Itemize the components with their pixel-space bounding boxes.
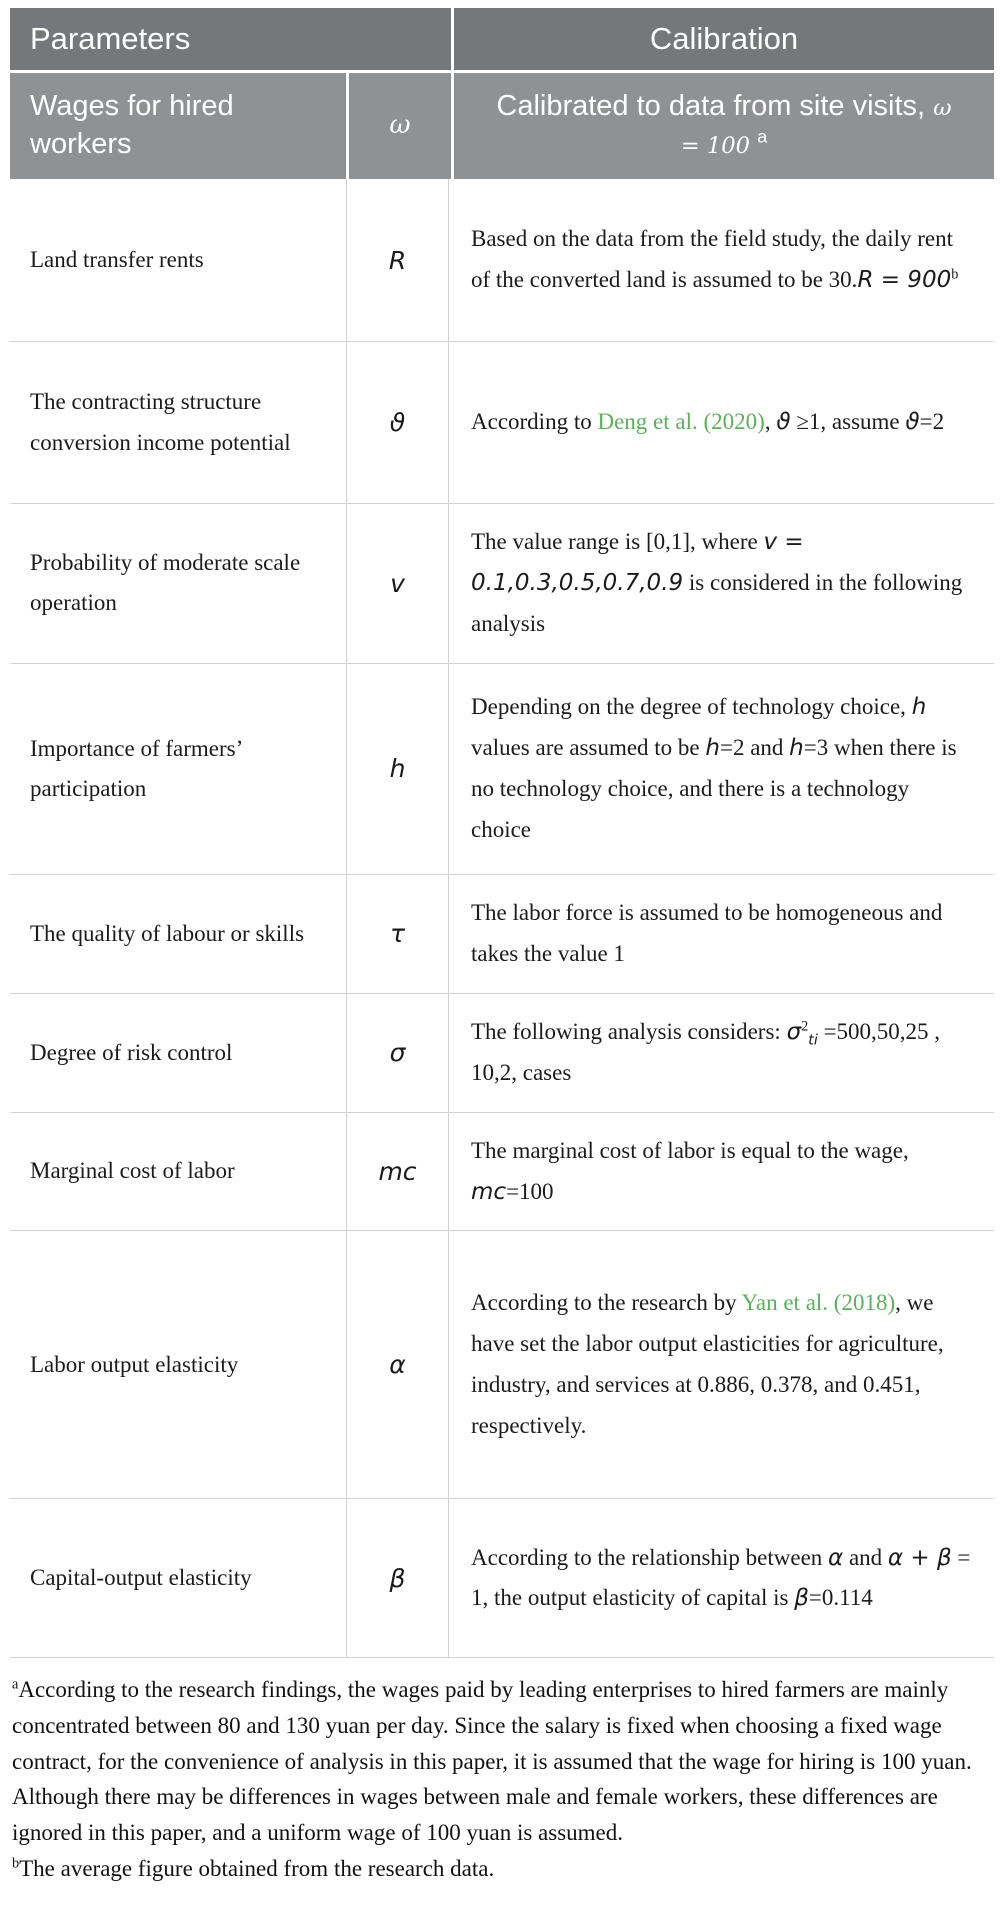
text-segment: ω = 100 <box>680 95 952 159</box>
header-calibration-cell <box>454 8 994 70</box>
parameter-name: Labor output elasticity <box>30 1351 239 1377</box>
text-segment: According to the research findings, the wages paid by leading enterprises to hired farmers are mainly concentrated between 80 and 130 yuan per day. Since the salary is fixed when choosing a fixed wage contract, for the convenience of analysis in this paper, it is assumed that the wage for hiring is 100 yuan. Although there may be differences in wages between male and female workers, these differences are ignored in this paper, and a uniform wage of 100 yuan is assumed. <box>12 1677 972 1845</box>
parameter-symbol: ω <box>389 110 411 141</box>
parameter-symbol: ϑ <box>389 408 406 437</box>
calibration-cell <box>448 342 994 503</box>
subheader-symbol-cell <box>349 73 451 179</box>
parameter-name-cell <box>10 1499 346 1657</box>
text-segment: =100 <box>506 1178 554 1204</box>
subheader-parameter-cell <box>10 73 346 179</box>
text-segment: α + β <box>887 1544 952 1571</box>
parameter-name: Land transfer rents <box>30 246 204 272</box>
text-segment: ϑ <box>905 409 920 436</box>
text-segment: The average figure obtained from the research data. <box>19 1855 495 1881</box>
parameter-name-cell <box>10 875 346 993</box>
calibration-cell <box>448 1113 994 1231</box>
parameter-name: Degree of risk control <box>30 1039 233 1065</box>
text-segment: values are assumed to be <box>471 734 706 760</box>
text-segment: h <box>789 734 804 761</box>
calibration-cell <box>448 664 994 874</box>
calibration-text <box>471 687 972 851</box>
text-segment: , <box>764 409 777 435</box>
text-segment: 2 <box>801 1018 809 1035</box>
footnote-a <box>12 1672 990 1850</box>
text-segment: Calibrated to data from site visits, <box>496 90 934 123</box>
text-segment: is considered in the following analysis <box>471 569 963 636</box>
text-segment: The marginal cost of labor is equal to the wage, <box>471 1137 909 1163</box>
text-segment: The value range is [0,1], where <box>471 529 764 554</box>
parameter-symbol-cell <box>346 504 448 663</box>
parameter-name-cell <box>10 1231 346 1498</box>
calibration-text <box>471 893 972 975</box>
text-segment: h <box>911 693 927 720</box>
citation-link[interactable]: Deng et al. (2020) <box>597 409 765 435</box>
calibration-cell <box>448 875 994 993</box>
text-segment: = 1, the output elasticity of capital is <box>471 1544 971 1611</box>
subheader-calibration-cell <box>454 73 994 179</box>
parameter-name: The contracting structure conversion income potential <box>30 389 291 455</box>
text-segment: According to the relationship between <box>471 1544 829 1570</box>
parameter-symbol-cell <box>346 179 448 341</box>
parameter-name-cell <box>10 664 346 874</box>
calibration-text <box>471 1131 972 1213</box>
text-segment: Based on the data from the field study, the daily rent of the converted land is assumed to be 30. <box>471 226 954 292</box>
citation-link[interactable]: Yan et al. (2018) <box>741 1290 896 1316</box>
parameter-name: Probability of moderate scale operation <box>30 550 301 616</box>
table-row <box>10 1113 994 1232</box>
parameter-symbol-cell <box>346 1499 448 1657</box>
parameter-symbol: v <box>390 568 405 598</box>
text-segment: α <box>828 1544 844 1571</box>
text-segment: According to the research by <box>471 1290 742 1316</box>
text-segment: According to <box>471 409 598 435</box>
parameter-symbol: σ <box>389 1038 406 1068</box>
parameter-name-cell <box>10 994 346 1112</box>
parameter-symbol: α <box>389 1350 406 1380</box>
table-row <box>10 1499 994 1658</box>
text-segment: and <box>843 1544 888 1570</box>
calibration-text <box>471 1283 972 1447</box>
parameter-name-cell <box>10 342 346 503</box>
table-subheader-row <box>10 73 994 179</box>
table-header-row <box>10 8 994 70</box>
text-segment: b <box>951 266 959 283</box>
table-row <box>10 1231 994 1499</box>
calibration-text <box>471 1538 972 1620</box>
table-row <box>10 342 994 504</box>
parameter-name: The quality of labour or skills <box>30 920 305 946</box>
table-row <box>10 994 994 1113</box>
parameter-name-cell <box>10 1113 346 1231</box>
text-segment: v = 0.1,0.3,0.5,0.7,0.9 <box>471 529 804 596</box>
text-segment: =2 and <box>719 734 790 760</box>
text-segment: The labor force is assumed to be homogeneous and takes the value 1 <box>471 899 943 966</box>
table-row <box>10 875 994 994</box>
calibration-cell <box>448 504 994 663</box>
text-segment: σ <box>786 1018 802 1045</box>
parameter-symbol-cell <box>346 1113 448 1231</box>
text-segment: =2 <box>919 409 945 435</box>
footnote-b <box>12 1851 990 1887</box>
text-segment: ϑ <box>776 409 791 436</box>
text-segment: h <box>705 734 720 761</box>
header-parameters-cell <box>10 8 451 70</box>
text-segment: b <box>12 1854 20 1871</box>
parameter-symbol-cell <box>346 664 448 874</box>
calibration-cell <box>448 1499 994 1657</box>
calibration-cell <box>448 994 994 1112</box>
table-row <box>10 504 994 664</box>
text-segment: R = 900 <box>857 267 952 293</box>
calibration-text <box>471 1012 972 1094</box>
calibration-text <box>471 522 972 645</box>
calibration-text <box>471 219 972 301</box>
parameter-symbol: β <box>389 1563 406 1593</box>
text-segment: =0.114 <box>808 1585 873 1611</box>
parameter-symbol-cell <box>346 875 448 993</box>
header-parameters-label: Parameters <box>30 21 191 56</box>
parameter-symbol: h <box>389 754 406 784</box>
subheader-parameter-name: Wages for hired workers <box>30 90 234 160</box>
parameter-symbol-cell <box>346 994 448 1112</box>
parameter-symbol: τ <box>389 919 406 949</box>
text-segment: a <box>12 1676 19 1693</box>
table-row <box>10 664 994 875</box>
text-segment: Depending on the degree of technology choice, <box>471 693 912 719</box>
table-row <box>10 179 994 342</box>
subheader-calibration-text <box>494 88 954 163</box>
parameter-symbol-cell <box>346 1231 448 1498</box>
calibration-cell <box>448 179 994 341</box>
text-segment: The following analysis considers: <box>471 1018 787 1044</box>
parameters-calibration-table <box>10 8 994 1658</box>
text-segment: ≥1, assume <box>790 409 906 435</box>
parameter-name-cell <box>10 179 346 341</box>
parameter-symbol: mc <box>378 1157 417 1186</box>
parameter-name: Capital-output elasticity <box>30 1565 252 1591</box>
header-calibration-label: Calibration <box>649 21 799 56</box>
calibration-text <box>471 402 972 443</box>
text-segment: ti <box>808 1032 818 1049</box>
text-segment: β <box>794 1585 809 1612</box>
calibration-cell <box>448 1231 994 1498</box>
text-segment: =3 when there is no technology choice, and there is a technology choice <box>471 734 957 842</box>
text-segment: a <box>757 126 768 147</box>
table-footnotes <box>10 1672 994 1886</box>
parameter-symbol-cell <box>346 342 448 503</box>
parameter-symbol: R <box>388 245 407 275</box>
parameter-name: Importance of farmers’ participation <box>30 735 242 801</box>
text-segment: mc <box>471 1178 507 1205</box>
text-segment: , we have set the labor output elasticities for agriculture, industry, and services at 0.886, 0.378, and 0.451, respectively. <box>471 1290 944 1438</box>
text-segment: =500,50,25 , 10,2, cases <box>471 1018 941 1085</box>
parameter-name-cell <box>10 504 346 663</box>
parameter-name: Marginal cost of labor <box>30 1158 235 1184</box>
